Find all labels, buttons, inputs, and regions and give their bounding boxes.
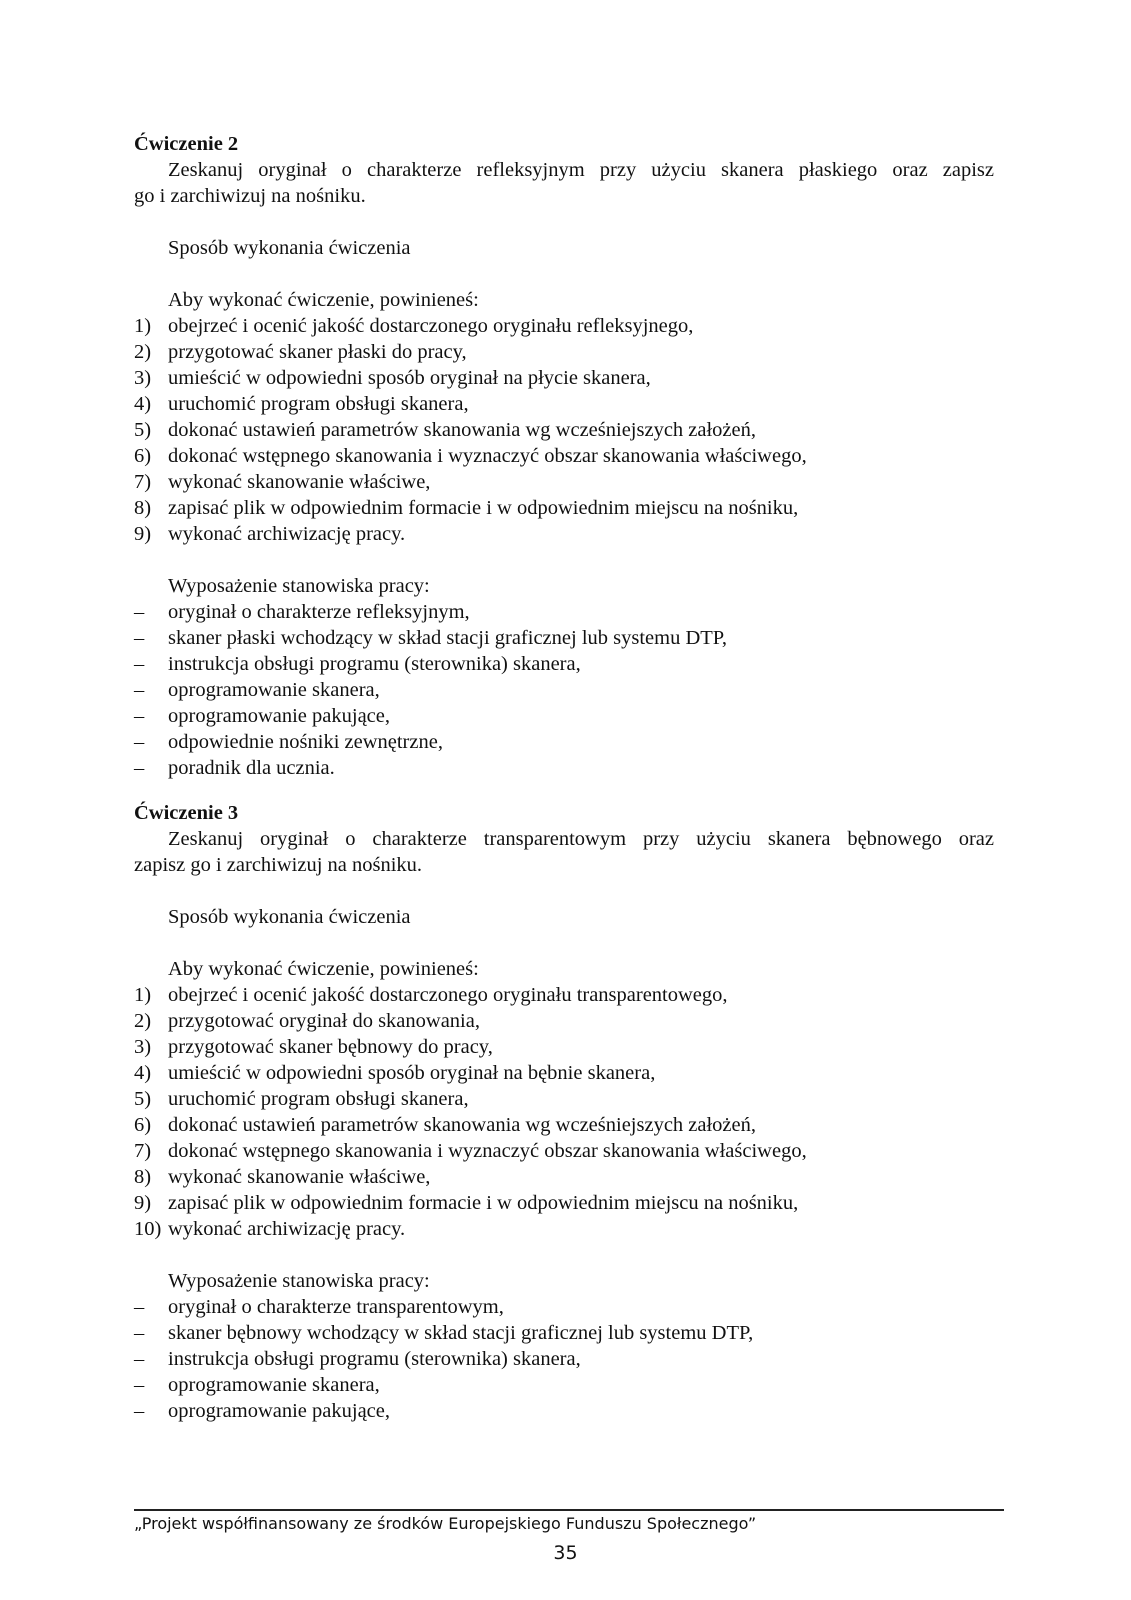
dash-bullet: – [134, 757, 145, 779]
list-item [134, 495, 994, 521]
item-number: 2) [134, 341, 152, 363]
dash-bullet: – [134, 653, 145, 675]
item-number: 2) [134, 1010, 152, 1032]
list-item [134, 469, 994, 495]
list-item [134, 1164, 994, 1190]
dash-bullet: – [134, 1348, 145, 1370]
steps-intro: Aby wykonać ćwiczenie, powinieneś: [168, 958, 479, 980]
item-text: obejrzeć i ocenić jakość dostarczonego oryginału refleksyjnego, [168, 315, 694, 337]
exercise-intro-line: Zeskanuj oryginał o charakterze refleksyjnym przy użyciu skanera płaskiego oraz zapisz [168, 159, 994, 181]
item-number: 9) [134, 1192, 152, 1214]
item-text: umieścić w odpowiedni sposób oryginał na płycie skanera, [168, 367, 651, 389]
item-text: oprogramowanie skanera, [168, 679, 380, 701]
item-text: oprogramowanie pakujące, [168, 1400, 390, 1422]
item-text: przygotować skaner bębnowy do pracy, [168, 1036, 493, 1058]
list-item [134, 1346, 994, 1372]
dash-bullet: – [134, 627, 145, 649]
item-text: poradnik dla ucznia. [168, 757, 335, 779]
item-text: dokonać wstępnego skanowania i wyznaczyć obszar skanowania właściwego, [168, 445, 807, 467]
item-text: oryginał o charakterze transparentowym, [168, 1296, 504, 1318]
method-heading: Sposób wykonania ćwiczenia [168, 237, 411, 259]
item-number: 4) [134, 393, 152, 415]
list-item [134, 1294, 994, 1320]
item-text: umieścić w odpowiedni sposób oryginał na bębnie skanera, [168, 1062, 656, 1084]
dash-bullet: – [134, 705, 145, 727]
item-number: 6) [134, 445, 152, 467]
item-text: oprogramowanie pakujące, [168, 705, 390, 727]
steps-list [134, 313, 994, 547]
dash-bullet: – [134, 679, 145, 701]
equipment-list [134, 599, 994, 781]
list-item [134, 1320, 994, 1346]
steps-intro: Aby wykonać ćwiczenie, powinieneś: [168, 289, 479, 311]
item-text: wykonać skanowanie właściwe, [168, 471, 431, 493]
item-text: wykonać archiwizację pracy. [168, 523, 406, 545]
item-number: 10) [134, 1218, 162, 1240]
exercise-2 [134, 131, 994, 781]
item-number: 9) [134, 523, 152, 545]
footer-text: „Projekt współfinansowany ze środków Europejskiego Funduszu Społecznego” [134, 1514, 757, 1533]
list-item [134, 313, 994, 339]
list-item [134, 443, 994, 469]
item-text: odpowiednie nośniki zewnętrzne, [168, 731, 443, 753]
list-item [134, 1034, 994, 1060]
item-text: przygotować skaner płaski do pracy, [168, 341, 467, 363]
list-item [134, 1112, 994, 1138]
dash-bullet: – [134, 1322, 145, 1344]
list-item [134, 1398, 994, 1424]
list-item [134, 1060, 994, 1086]
item-text: obejrzeć i ocenić jakość dostarczonego oryginału transparentowego, [168, 984, 728, 1006]
item-text: dokonać ustawień parametrów skanowania wg wcześniejszych założeń, [168, 419, 757, 441]
item-text: uruchomić program obsługi skanera, [168, 1088, 469, 1110]
footer-divider [134, 1509, 1004, 1511]
list-item [134, 1138, 994, 1164]
dash-bullet: – [134, 1374, 145, 1396]
item-text: skaner płaski wchodzący w skład stacji graficznej lub systemu DTP, [168, 627, 728, 649]
item-text: wykonać skanowanie właściwe, [168, 1166, 431, 1188]
list-item [134, 521, 994, 547]
steps-list [134, 982, 994, 1242]
item-number: 7) [134, 471, 152, 493]
list-item [134, 1008, 994, 1034]
item-number: 5) [134, 419, 152, 441]
exercise-title: Ćwiczenie 3 [134, 802, 239, 824]
list-item [134, 391, 994, 417]
list-item [134, 651, 994, 677]
list-item [134, 339, 994, 365]
list-item [134, 625, 994, 651]
method-heading: Sposób wykonania ćwiczenia [168, 906, 411, 928]
list-item [134, 417, 994, 443]
item-text: przygotować oryginał do skanowania, [168, 1010, 480, 1032]
equipment-list [134, 1294, 994, 1424]
item-number: 5) [134, 1088, 152, 1110]
item-text: uruchomić program obsługi skanera, [168, 393, 469, 415]
item-number: 3) [134, 1036, 152, 1058]
list-item [134, 1372, 994, 1398]
list-item [134, 1216, 994, 1242]
equipment-heading: Wyposażenie stanowiska pracy: [168, 575, 430, 597]
dash-bullet: – [134, 601, 145, 623]
list-item [134, 982, 994, 1008]
item-text: oprogramowanie skanera, [168, 1374, 380, 1396]
equipment-heading: Wyposażenie stanowiska pracy: [168, 1270, 430, 1292]
page-number: 35 [553, 1542, 578, 1564]
item-text: skaner bębnowy wchodzący w skład stacji graficznej lub systemu DTP, [168, 1322, 754, 1344]
exercise-intro-line: Zeskanuj oryginał o charakterze transparentowym przy użyciu skanera bębnowego oraz [168, 828, 994, 850]
dash-bullet: – [134, 731, 145, 753]
item-text: dokonać ustawień parametrów skanowania wg wcześniejszych założeń, [168, 1114, 757, 1136]
item-text: oryginał o charakterze refleksyjnym, [168, 601, 470, 623]
item-number: 8) [134, 497, 152, 519]
exercise-intro-line: go i zarchiwizuj na nośniku. [134, 185, 366, 207]
item-number: 1) [134, 984, 152, 1006]
item-number: 3) [134, 367, 152, 389]
exercise-title: Ćwiczenie 2 [134, 133, 239, 155]
item-number: 7) [134, 1140, 152, 1162]
list-item [134, 1190, 994, 1216]
list-item [134, 365, 994, 391]
item-number: 1) [134, 315, 152, 337]
dash-bullet: – [134, 1296, 145, 1318]
list-item [134, 599, 994, 625]
exercise-3 [134, 800, 994, 1424]
list-item [134, 703, 994, 729]
item-text: instrukcja obsługi programu (sterownika) skanera, [168, 653, 581, 675]
list-item [134, 755, 994, 781]
item-text: zapisać plik w odpowiednim formacie i w odpowiednim miejscu na nośniku, [168, 497, 799, 519]
list-item [134, 1086, 994, 1112]
dash-bullet: – [134, 1400, 145, 1422]
item-number: 6) [134, 1114, 152, 1136]
item-text: instrukcja obsługi programu (sterownika) skanera, [168, 1348, 581, 1370]
item-number: 4) [134, 1062, 152, 1084]
item-text: dokonać wstępnego skanowania i wyznaczyć obszar skanowania właściwego, [168, 1140, 807, 1162]
exercise-intro-line: zapisz go i zarchiwizuj na nośniku. [134, 854, 423, 876]
item-text: zapisać plik w odpowiednim formacie i w odpowiednim miejscu na nośniku, [168, 1192, 799, 1214]
item-number: 8) [134, 1166, 152, 1188]
item-text: wykonać archiwizację pracy. [168, 1218, 406, 1240]
list-item [134, 677, 994, 703]
list-item [134, 729, 994, 755]
